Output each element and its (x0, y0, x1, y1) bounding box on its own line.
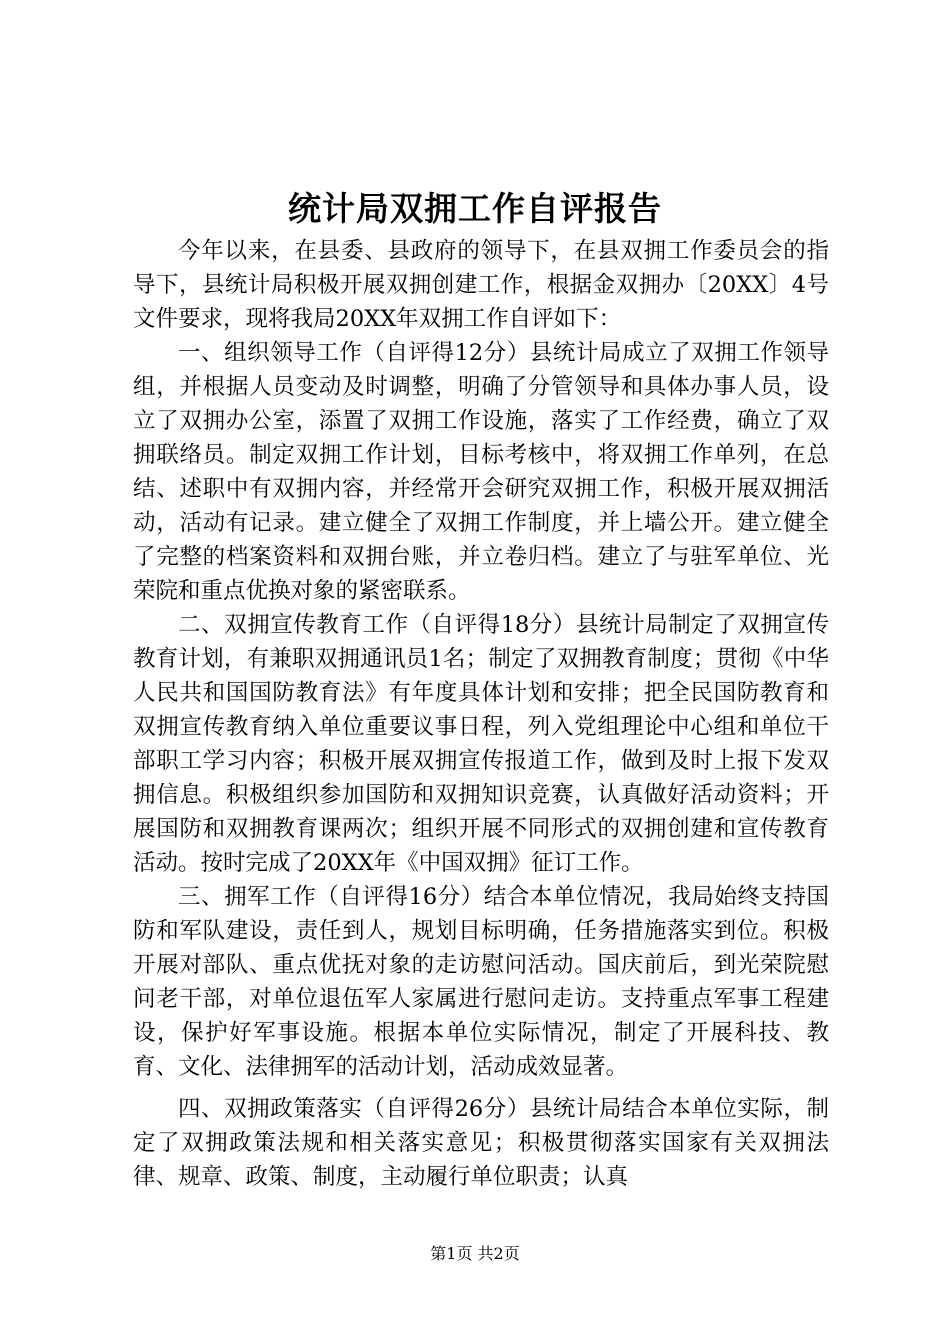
document-title: 统计局双拥工作自评报告 (288, 189, 662, 228)
paragraph-publicity-education: 二、双拥宣传教育工作（自评得18分）县统计局制定了双拥宣传教育计划，有兼职双拥通讯员1名；制定了双拥教育制度；贯彻《中华人民共和国国防教育法》有年度具体计划和安排；把全民国防教育和双拥宣传教育纳入单位重要议事日程，列入党组理论中心组和单位干部职工学习内容；积极开展双拥宣传报道工作，做到及时上报下发双拥信息。积极组织参加国防和双拥知识竞赛，认真做好活动资料；开展国防和双拥教育课两次；组织开展不同形式的双拥创建和宣传教育活动。按时完成了20XX年《中国双拥》征订工作。 (133, 612, 829, 876)
paragraph-organization-leadership: 一、组织领导工作（自评得12分）县统计局成立了双拥工作领导组，并根据人员变动及时调整，明确了分管领导和具体办事人员，设立了双拥办公室，添置了双拥工作设施，落实了工作经费，确立了双拥联络员。制定双拥工作计划，目标考核中，将双拥工作单列，在总结、述职中有双拥内容，并经常开会研究双拥工作，积极开展双拥活动，活动有记录。建立健全了双拥工作制度，并上墙公开。建立健全了完整的档案资料和双拥台账，并立卷归档。建立了与驻军单位、光荣院和重点优换对象的紧密联系。 (133, 340, 829, 604)
page-number-footer: 第1页 共2页 (430, 1244, 520, 1263)
paragraph-support-army: 三、拥军工作（自评得16分）结合本单位情况，我局始终支持国防和军队建设，责任到人，规划目标明确，任务措施落实到位。积极开展对部队、重点优抚对象的走访慰问活动。国庆前后，到光荣院慰问老干部，对单位退伍军人家属进行慰问走访。支持重点军事工程建设，保护好军事设施。根据本单位实际情况，制定了开展科技、教育、文化、法律拥军的活动计划，活动成效显著。 (133, 884, 829, 1080)
paragraph-intro: 今年以来，在县委、县政府的领导下，在县双拥工作委员会的指导下，县统计局积极开展双拥创建工作，根据金双拥办〔20XX〕4号文件要求，现将我局20XX年双拥工作自评如下： (133, 238, 829, 332)
paragraph-policy-implementation: 四、双拥政策落实（自评得26分）县统计局结合本单位实际，制定了双拥政策法规和相关落实意见；积极贯彻落实国家有关双拥法律、规章、政策、制度，主动履行单位职责；认真 (133, 1096, 829, 1190)
document-body (133, 234, 829, 1194)
